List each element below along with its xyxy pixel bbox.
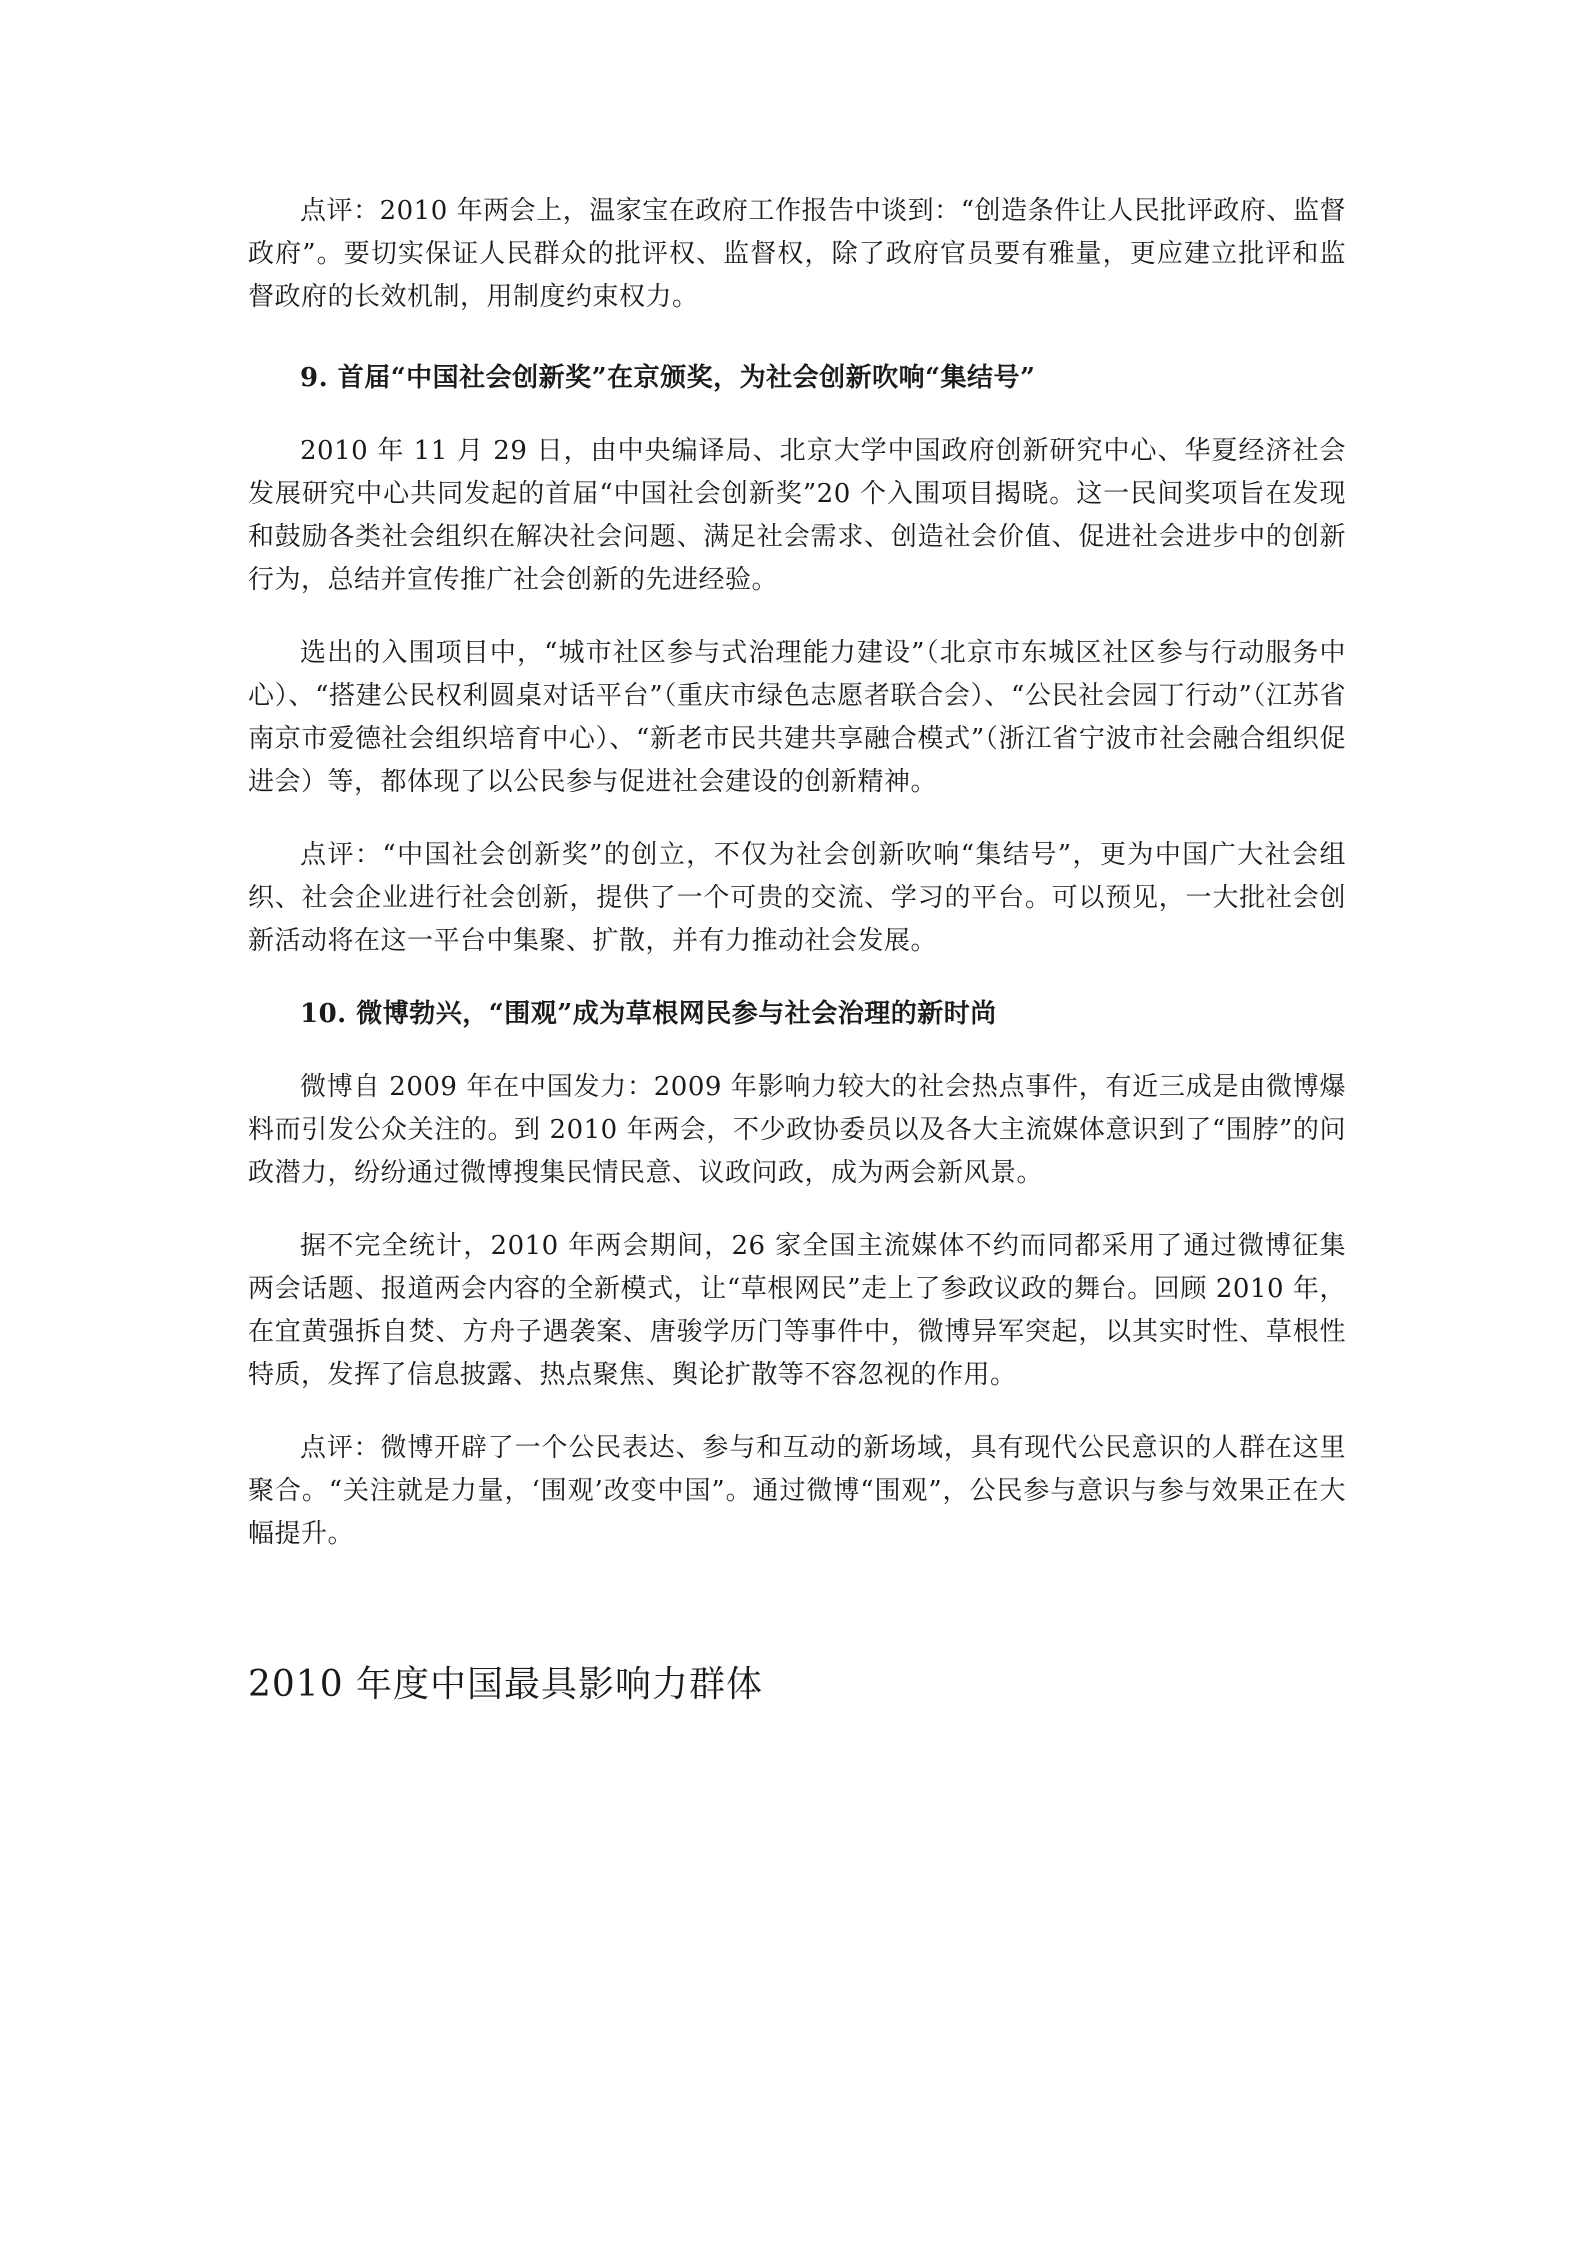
document-body: [248, 190, 1346, 1556]
commentary-paragraph: 点评：“中国社会创新奖”的创立，不仅为社会创新吹响“集结号”，更为中国广大社会组织、社会企业进行社会创新，提供了一个可贵的交流、学习的平台。可以预见，一大批社会创新活动将在这一平台中集聚、扩散，并有力推动社会发展。: [248, 840, 1346, 956]
commentary-paragraph: 点评：微博开辟了一个公民表达、参与和互动的新场域，具有现代公民意识的人群在这里聚合。“关注就是力量，‘围观’改变中国”。通过微博“围观”，公民参与意识与参与效果正在大幅提升。: [248, 1433, 1346, 1549]
section-title: 2010 年度中国最具影响力群体: [248, 1664, 764, 1705]
body-paragraph: 选出的入围项目中，“城市社区参与式治理能力建设”（北京市东城区社区参与行动服务中心）、“搭建公民权利圆桌对话平台”（重庆市绿色志愿者联合会）、“公民社会园丁行动”（江苏省南京市爱德社会组织培育中心）、“新老市民共建共享融合模式”（浙江省宁波市社会融合组织促进会）等，都体现了以公民参与促进社会建设的创新精神。: [248, 638, 1346, 797]
body-paragraph: 微博自 2009 年在中国发力：2009 年影响力较大的社会热点事件，有近三成是由微博爆料而引发公众关注的。到 2010 年两会，不少政协委员以及各大主流媒体意识到了“围脖”的问政潜力，纷纷通过微博搜集民情民意、议政问政，成为两会新风景。: [248, 1072, 1346, 1188]
body-paragraph: 据不完全统计，2010 年两会期间，26 家全国主流媒体不约而同都采用了通过微博征集两会话题、报道两会内容的全新模式，让“草根网民”走上了参政议政的舞台。回顾 2010 年，在宜黄强拆自焚、方舟子遇袭案、唐骏学历门等事件中，微博异军突起，以其实时性、草根性特质，发挥了信息披露、热点聚焦、舆论扩散等不容忽视的作用。: [248, 1231, 1346, 1390]
commentary-paragraph: 点评：2010 年两会上，温家宝在政府工作报告中谈到：“创造条件让人民批评政府、监督政府”。要切实保证人民群众的批评权、监督权，除了政府官员要有雅量，更应建立批评和监督政府的长效机制，用制度约束权力。: [248, 196, 1346, 312]
item-9-heading: 9. 首届“中国社会创新奖”在京颁奖，为社会创新吹响“集结号”: [300, 363, 1036, 393]
item-10-heading: 10. 微博勃兴，“围观”成为草根网民参与社会治理的新时尚: [300, 999, 997, 1029]
body-paragraph: 2010 年 11 月 29 日，由中央编译局、北京大学中国政府创新研究中心、华夏经济社会发展研究中心共同发起的首届“中国社会创新奖”20 个入围项目揭晓。这一民间奖项旨在发现和鼓励各类社会组织在解决社会问题、满足社会需求、创造社会价值、促进社会进步中的创新行为，总结并宣传推广社会创新的先进经验。: [248, 436, 1346, 595]
